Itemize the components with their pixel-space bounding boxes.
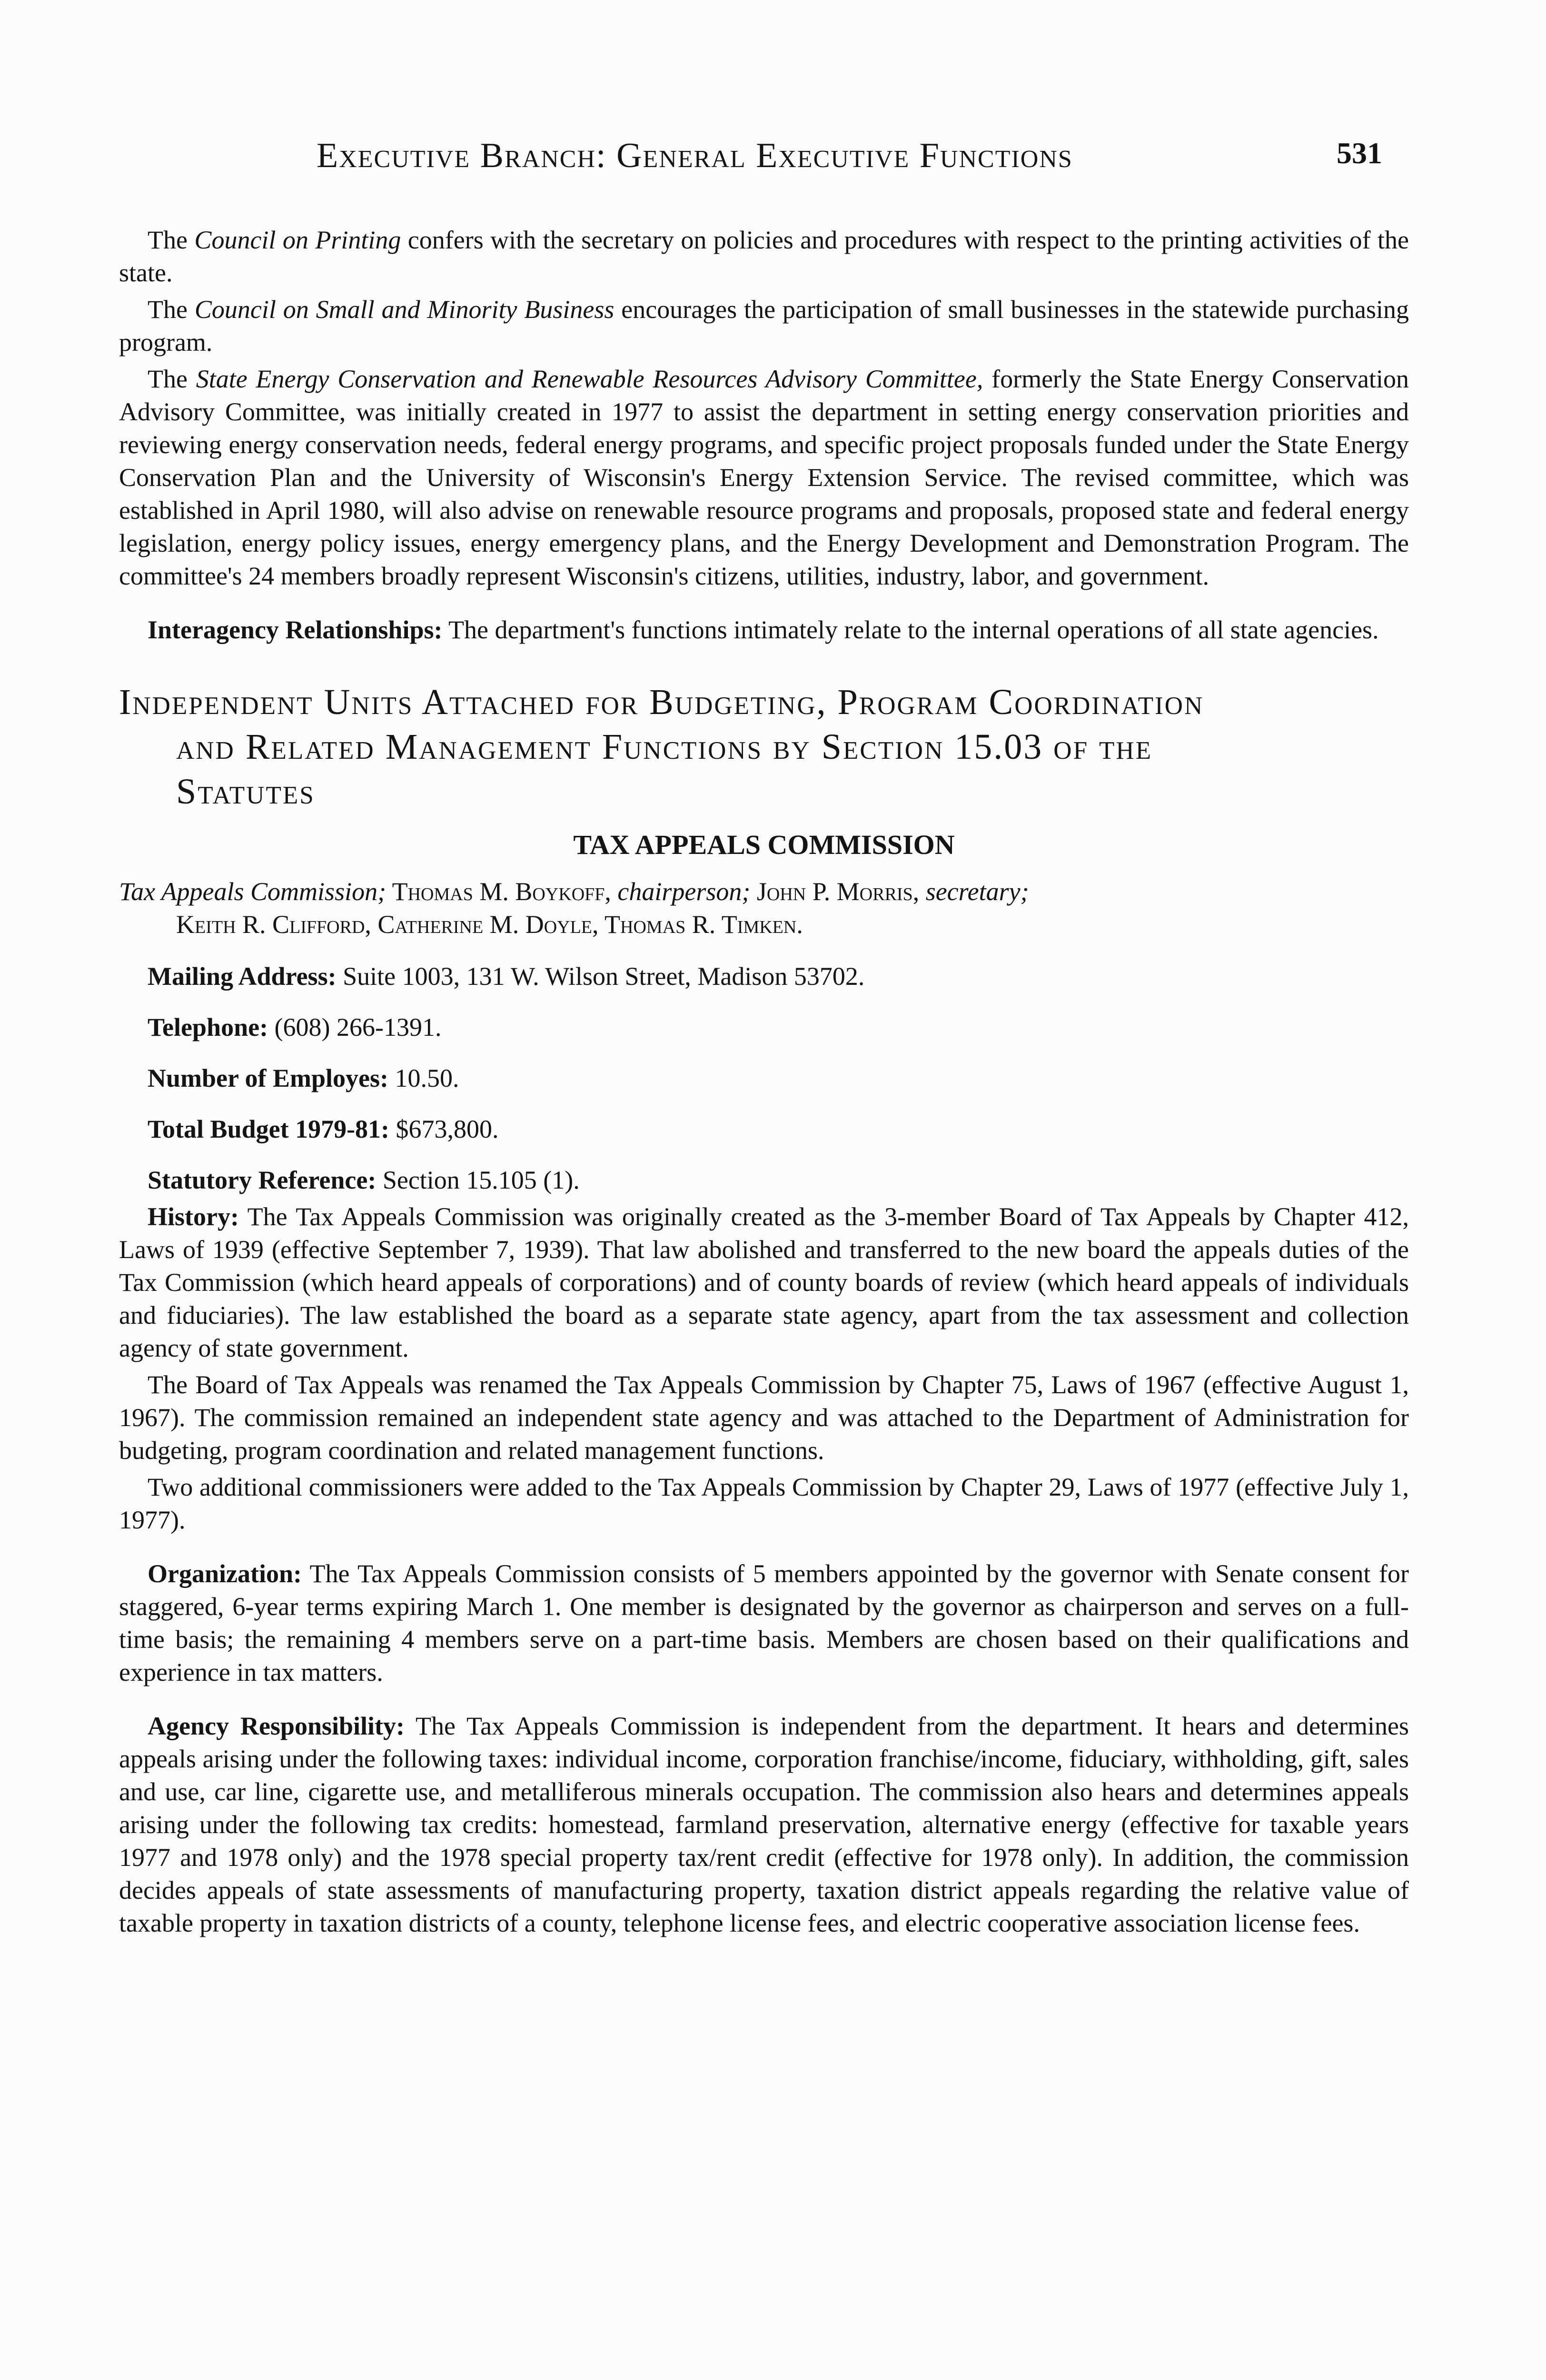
section-heading-line-1: Independent Units Attached for Budgeting, Program Coordination [119,682,1204,722]
running-head [0,136,1546,183]
agency-responsibility-paragraph [119,1710,1409,1940]
section-heading-line-3: Statutes [176,772,315,812]
organization-paragraph [119,1557,1409,1689]
text-run: The Tax Appeals Commission was originally created as the 3-member Board of Tax Appeals by Chapter 412, Laws of 1939 (effective September 7, 1939). That law abolished and transferred to the new board the appeals duties of the Tax Commission (which heard appeals of corporations) and of county boards of review (which heard appeals of individuals and fiduciaries). The law established the board as a separate state agency, apart from the tax assessment and collection agency of state government. [119,1202,1409,1362]
other-members: Keith R. Clifford, Catherine M. Doyle, Thomas R. Timken. [176,910,803,939]
members-list [119,875,1409,941]
agency-responsibility-label: Agency Responsibility: [148,1712,405,1740]
secretary-name: John P. Morris, [750,877,926,906]
fact-label: Telephone: [148,1013,268,1041]
text-run: The [148,295,195,324]
energy-committee-paragraph [119,363,1409,593]
unit-title: TAX APPEALS COMMISSION [573,829,955,860]
section-heading [119,680,1409,814]
chair-role: chairperson; [617,877,751,906]
text-run: confers with the secretary on policies and procedures with respect to the printing activities of the state. [119,226,1409,287]
chair-name: Thomas M. Boykoff, [386,877,618,906]
fact-mailing-address [119,960,1409,993]
council-printing-name: Council on Printing [194,226,401,254]
interagency-paragraph [119,614,1409,646]
fact-label: Total Budget 1979-81: [148,1115,390,1143]
council-printing-paragraph [119,224,1409,289]
text-run: The [148,365,196,393]
council-small-business-name: Council on Small and Minority Business [194,295,614,324]
commission-label: Tax Appeals Commission; [119,877,386,906]
text-run: The department's functions intimately relate to the internal operations of all state agencies. [442,615,1379,644]
history-paragraph-1 [119,1200,1409,1365]
energy-committee-name: State Energy Conservation and Renewable Resources Advisory Committee, [196,365,983,393]
history-label: History: [148,1202,239,1231]
fact-value: $673,800. [389,1115,499,1143]
fact-value: Suite 1003, 131 W. Wilson Street, Madison 53702. [336,962,865,991]
running-head-title: Executive Branch: General Executive Functions [317,136,1073,175]
text-run: The Tax Appeals Commission is independent from the department. It hears and determines appeals arising under the following taxes: individual income, corporation franchise/income, fiduciary, withholding, gift, sales and use, car line, cigarette use, and metalliferous minerals occupation. The commission also hears and determines appeals arising under the following tax credits: homestead, farmland preservation, alternative energy (effective for taxable years 1977 and 1978 only) and the 1978 special property tax/rent credit (effective for 1978 only). In addition, the commission decides appeals of state assessments of manufacturing property, taxation district appeals regarding the relative value of taxable property in taxation districts of a county, telephone license fees, and electric cooperative association license fees. [119,1712,1409,1937]
history-paragraph-3: Two additional commissioners were added to the Tax Appeals Commission by Chapter 29, Laws of 1977 (effective July 1, 1977). [119,1473,1409,1534]
fact-value: (608) 266-1391. [268,1013,442,1041]
fact-value: Section 15.105 (1). [376,1166,580,1194]
interagency-label: Interagency Relationships: [148,615,443,644]
fact-label: Number of Employes: [148,1064,388,1092]
text-run: formerly the State Energy Conservation Advisory Committee, was initially created in 1977 to assist the department in setting energy conservation priorities and reviewing energy conservation needs, federal energy programs, and specific project proposals funded under the State Energy Conservation Plan and the University of Wisconsin's Energy Extension Service. The revised committee, which was established in April 1980, will also advise on renewable resource programs and proposals, proposed state and federal energy legislation, energy policy issues, energy emergency plans, and the Energy Development and Demonstration Program. The committee's 24 members broadly represent Wisconsin's citizens, utilities, industry, labor, and government. [119,365,1409,590]
page-number: 531 [1337,136,1382,170]
organization-label: Organization: [148,1559,302,1588]
fact-label: Mailing Address: [148,962,337,991]
section-heading-line-2: and Related Management Functions by Section 15.03 of the [176,727,1153,767]
text-run: encourages the participation of small businesses in the statewide purchasing program. [119,295,1409,357]
fact-statutory-reference [119,1164,1409,1197]
fact-telephone [119,1011,1409,1044]
secretary-role: secretary; [925,877,1029,906]
text-run: The Tax Appeals Commission consists of 5 members appointed by the governor with Senate consent for staggered, 6-year terms expiring March 1. One member is designated by the governor as chairperson and serves on a full-time basis; the remaining 4 members serve on a part-time basis. Members are chosen based on their qualifications and experience in tax matters. [119,1559,1409,1686]
text-run: The [148,226,195,254]
history-paragraph-2: The Board of Tax Appeals was renamed the Tax Appeals Commission by Chapter 75, Laws of 1967 (effective August 1, 1967). The commission remained an independent state agency and was attached to the Department of Administration for budgeting, program coordination and related management functions. [119,1370,1409,1465]
fact-value: 10.50. [388,1064,459,1092]
council-small-business-paragraph [119,293,1409,359]
fact-label: Statutory Reference: [148,1166,377,1194]
fact-budget [119,1113,1409,1146]
fact-employes [119,1062,1409,1095]
page-body [119,224,1409,1944]
